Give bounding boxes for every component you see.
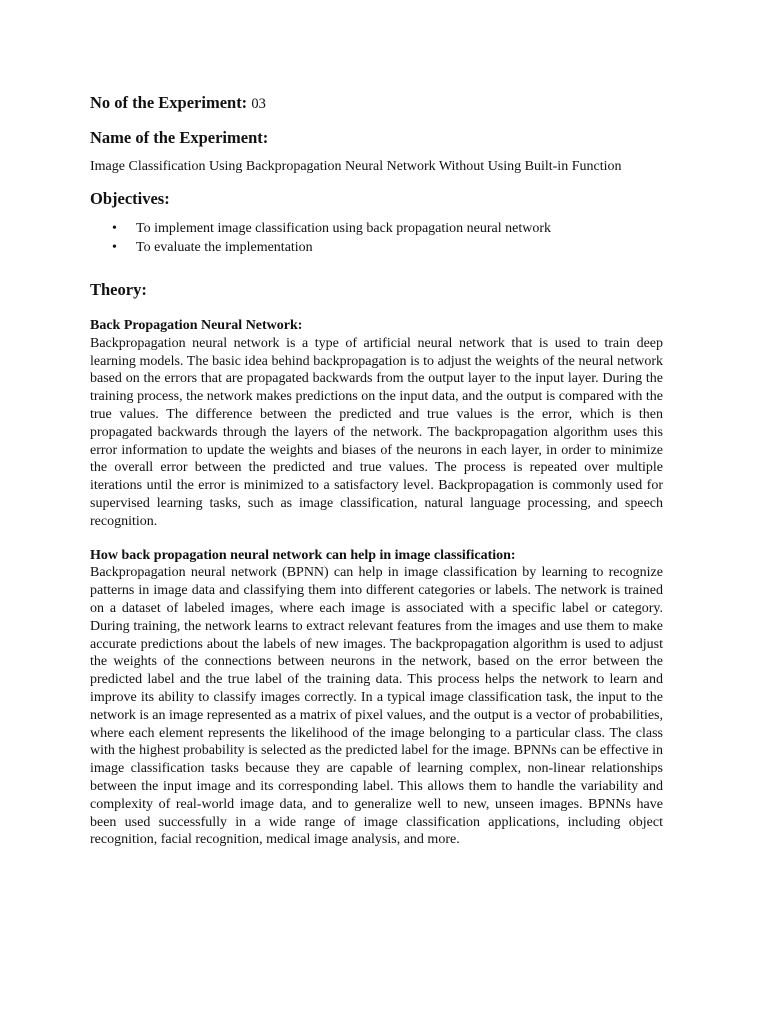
objective-text: To evaluate the implementation xyxy=(136,240,313,255)
document-page xyxy=(90,92,663,849)
list-item xyxy=(90,238,663,257)
experiment-number xyxy=(90,92,663,115)
section-body-image-classification: Backpropagation neural network (BPNN) can help in image classification by learning to recognize patterns in image data and classifying them into different categories or labels. The network is trained on a dataset of labeled images, where each image is associated with a specific label or category. During training, the network learns to extract relevant features from the images and use them to make accurate predictions about the labels of new images. The backpropagation algorithm is used to adjust the weights of the connections between neurons in the network, based on the error between the predicted label and the true label of the training data. This process helps the network to learn and improve its ability to classify images correctly. In a typical image classification task, the input to the network is an image represented as a matrix of pixel values, and the output is a vector of probabilities, where each element represents the likelihood of the image belonging to a particular class. The class with the highest probability is selected as the predicted label for the image. BPNNs can be effective in image classification tasks because they are capable of learning complex, non-linear relationships between the input image and its corresponding label. This allows them to handle the variability and complexity of real-world image data, and to generalize well to new, unseen images. BPNNs have been used successfully in a wide range of image classification applications, including object recognition, facial recognition, medical image analysis, and more. xyxy=(90,565,663,848)
section-heading-image-classification: How back propagation neural network can help in image classification: xyxy=(90,547,516,563)
experiment-number-value: 03 xyxy=(251,96,266,112)
section-body-bpnn: Backpropagation neural network is a type of artificial neural network that is used to train deep learning models. The basic idea behind backpropagation is to adjust the weights of the neural network based on the errors that are propagated backwards from the output layer to the input layer. During the training process, the network makes predictions on the input data, and the output is compared with the true values. The difference between the predicted and true values is the error, which is then propagated backwards through the layers of the network. The backpropagation algorithm uses this error information to update the weights and biases of the neurons in each layer, in order to minimize the overall error between the predicted and true values. The process is repeated over multiple iterations until the error is minimized to a satisfactory level. Backpropagation is commonly used for supervised learning tasks, such as image classification, natural language processing, and speech recognition. xyxy=(90,335,663,529)
objectives-list xyxy=(90,219,663,257)
experiment-number-label: No of the Experiment: xyxy=(90,93,248,112)
experiment-name-text: Image Classification Using Backpropagation Neural Network Without Using Built-in Function xyxy=(90,159,622,174)
bullet-icon: • xyxy=(112,221,117,236)
theory-heading: Theory: xyxy=(90,280,147,299)
experiment-name-heading: Name of the Experiment: xyxy=(90,128,269,147)
objectives-heading: Objectives: xyxy=(90,189,170,208)
list-item xyxy=(90,219,663,238)
section-heading-bpnn: Back Propagation Neural Network: xyxy=(90,318,303,333)
objective-text: To implement image classification using back propagation neural network xyxy=(136,221,552,236)
bullet-icon: • xyxy=(112,240,117,255)
